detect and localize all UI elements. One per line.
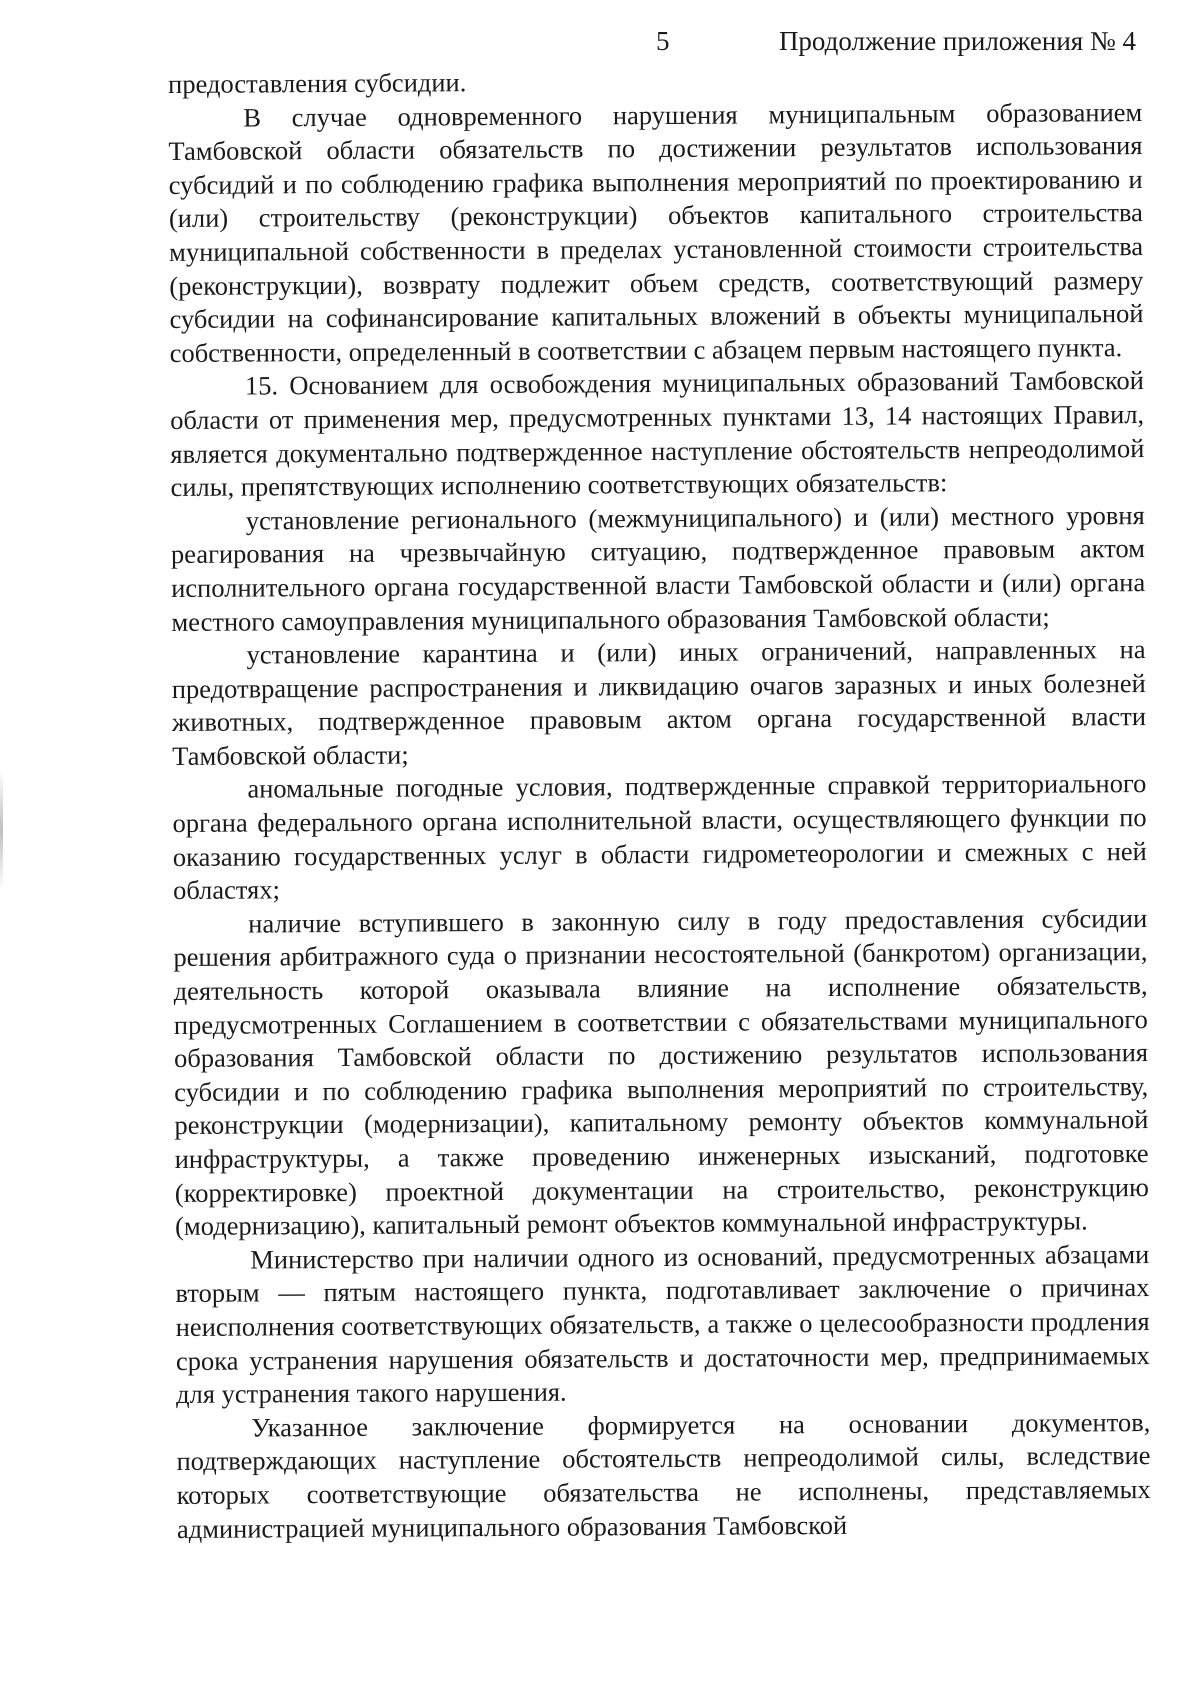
paragraph-quarantine: установление карантина и (или) иных ограничений, направленных на предотвращение распространения и ликвидацию очагов заразных и иных болезней животных, подтвержденное правовым актом органа государственной власти Тамбовской области; [171, 634, 1147, 771]
paragraph-item-15: 15. Основанием для освобождения муниципальных образований Тамбовской области от применения мер, предусмотренных пунктами 13, 14 настоящих Правил, является документально подтвержденное наступление обстоятельств непреодолимой силы, препятствующих исполнению соответствующих обязательств: [170, 365, 1145, 503]
scan-edge-shadow [0, 770, 3, 890]
document-body [168, 62, 1151, 1546]
paragraph-weather: аномальные погодные условия, подтвержденные справкой территориального органа федерального органа исполнительной власти, осуществляющего функции по оказанию государственных услуг в области гидрометеорологии и смежных с ней областях; [172, 768, 1147, 906]
paragraph-emergency-response: установление регионального (межмуниципального) и (или) местного уровня реагирования на чрезвычайную ситуацию, подтвержденное правовым актом исполнительного органа государственной власти Тамбовской области и (или) органа местного самоуправления муниципального образования Тамбовской области; [170, 499, 1146, 637]
paragraph-ministry-conclusion: Министерство при наличии одного из оснований, предусмотренных абзацами вторым — пятым настоящего пункта, подготавливает заключение о причинах неисполнения соответствующих обязательств, а также о целесообразности продления срока устранения нарушения обязательств и достаточности мер, предпринимаемых для устранения такого нарушения. [175, 1238, 1150, 1410]
paragraph-bankruptcy: наличие вступившего в законную силу в году предоставления субсидии решения арбитражного суда о признании несостоятельной (банкротом) организации, деятельность которой оказывала влияние на исполнение обязательств, предусмотренных Соглашением в соответствии с обязательствами муниципального образования Тамбовской области по достижению результатов использования субсидии и по соблюдению графика выполнения мероприятий по строительству, реконструкции (модернизации), капитальному ремонту объектов коммунальной инфраструктуры, а также проведению инженерных изысканий, подготовке (корректировке) проектной документации на строительство, реконструкцию (модернизацию), капитальный ремонт объектов коммунальной инфраструктуры. [173, 902, 1149, 1242]
paragraph-continuation: предоставления субсидии. [168, 67, 467, 99]
page-header [0, 26, 1200, 66]
paragraph-simultaneous-violation: В случае одновременного нарушения муниципальным образованием Тамбовской области обязательств по достижении результатов использования субсидий и по соблюдению графика выполнения мероприятий по проектированию и (или) строительству (реконструкции) объектов капитального строительства муниципальной собственности в пределах установленной стоимости строительства (реконструкции), возврату подлежит объем средств, соответствующий размеру субсидии на софинансирование капитальных вложений в объекты муниципальной собственности, определенный в соответствии с абзацем первым настоящего пункта. [168, 96, 1144, 368]
paragraph-conclusion-basis: Указанное заключение формируется на основании документов, подтверждающих наступление обстоятельств непреодолимой силы, вследствие которых соответствующие обязательства не исполнены, представляемых администрацией муниципального образования Тамбовской [176, 1406, 1151, 1544]
appendix-continuation-label: Продолжение приложения № 4 [778, 26, 1136, 56]
page-number: 5 [656, 26, 670, 56]
